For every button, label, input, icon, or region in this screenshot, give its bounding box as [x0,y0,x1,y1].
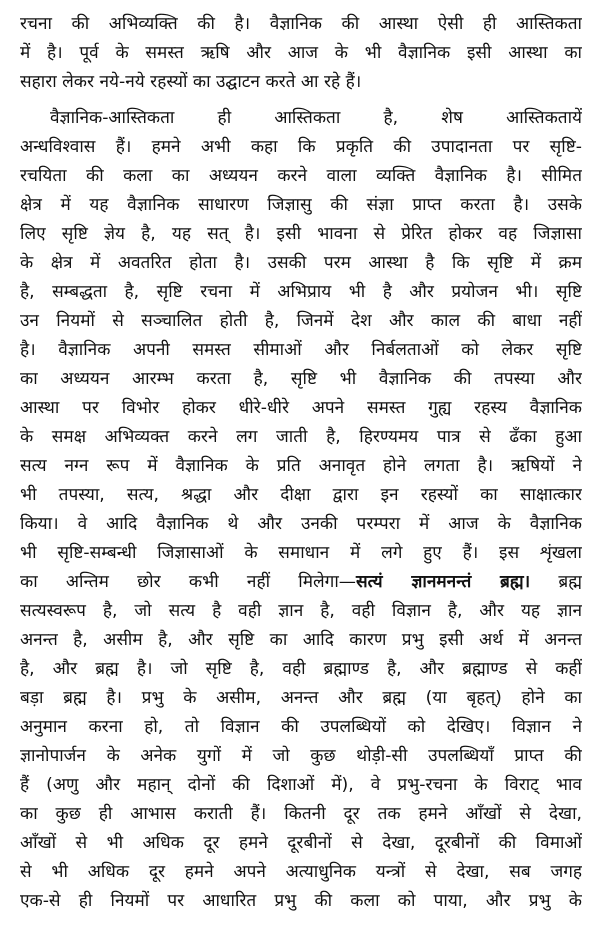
text-line: सहारा लेकर नये-नये रहस्यों का उद्घाटन करते आ रहे हैं। [20,72,362,92]
text-line: भी सृष्टि-सम्बन्धी जिज्ञासाओं के समाधान में लगे हुए हैं। इस शृंखला [20,543,582,563]
text-line: अनुमान करना हो, तो विज्ञान की उपलब्धियों को देखिए। विज्ञान ने [20,717,582,737]
text-line: अनन्त है, असीम है, और सृष्टि का आदि कारण प्रभु इसी अर्थ में अनन्त [20,630,582,650]
text-line: से भी अधिक दूर हमने अपने अत्याधुनिक यन्त्रों से देखा, सब जगह [20,862,582,882]
text-line: भी तपस्या, सत्य, श्रद्धा और दीक्षा द्वारा इन रहस्यों का साक्षात्कार [20,485,582,505]
text-line: के क्षेत्र में अवतरित होता है। उसकी परम आस्था है कि सृष्टि में क्रम [20,253,582,273]
text-line: ज्ञानोपार्जन के अनेक युगों में जो कुछ थोड़ी-सी उपलब्धियाँ प्राप्त की [20,746,582,766]
line-text: ब्रह्म [530,572,582,592]
text-line: सत्यस्वरूप है, जो सत्य है वही ज्ञान है, वही विज्ञान है, और यह ज्ञान [20,601,582,621]
text-line: का अध्ययन आरम्भ करता है, सृष्टि भी वैज्ञानिक की तपस्या और [20,369,582,389]
text-line: उन नियमों से सञ्चालित होती है, जिनमें देश और काल की बाधा नहीं [20,311,582,331]
text-line: अन्धविश्वास हैं। हमने अभी कहा कि प्रकृति की उपादानता पर सृष्टि- [20,137,582,157]
text-line: आस्था पर विभोर होकर धीरे-धीरे अपने समस्त गुह्य रहस्य वैज्ञानिक [20,398,582,418]
text-line: आँखों से भी अधिक दूर हमने दूरबीनों से देखा, दूरबीनों की विमाओं [20,833,582,853]
text-line: है। वैज्ञानिक अपनी समस्त सीमाओं और निर्बलताओं को लेकर सृष्टि [20,340,582,360]
text-line: में है। पूर्व के समस्त ऋषि और आज के भी वैज्ञानिक इसी आस्था का [20,43,582,63]
text-line: लिए सृष्टि ज्ञेय है, यह सत् है। इसी भावना से प्रेरित होकर वह जिज्ञासा [20,224,582,244]
text-line: किया। वे आदि वैज्ञानिक थे और उनकी परम्परा में आज के वैज्ञानिक [20,514,582,534]
text-line: एक-से ही नियमों पर आधारित प्रभु की कला को पाया, और प्रभु के [20,891,582,911]
text-line: हैं (अणु और महान् दोनों की दिशाओं में), वे प्रभु-रचना के विराट् भाव [20,775,582,795]
text-line: के समक्ष अभिव्यक्त करने लग जाती है, हिरण्यमय पात्र से ढँका हुआ [20,427,582,447]
text-line: रचना की अभिव्यक्ति की है। वैज्ञानिक की आस्था ऐसी ही आस्तिकता [20,14,582,34]
line-text: का अन्तिम छोर कभी नहीं मिलेगा— [20,572,356,592]
paragraph-first-line: वैज्ञानिक-आस्तिकता ही आस्तिकता है, शेष आस्तिकतायें [50,108,582,128]
bold-quote: सत्यं ज्ञानमनन्तं ब्रह्म। [356,572,531,592]
text-line: बड़ा ब्रह्म है। प्रभु के असीम, अनन्त और ब्रह्म (या बृहत्) होने का [20,688,582,708]
text-line: का कुछ ही आभास कराती हैं। कितनी दूर तक हमने आँखों से देखा, [20,804,582,824]
text-line: सत्य नग्न रूप में वैज्ञानिक के प्रति अनावृत होने लगता है। ऋषियों ने [20,456,582,476]
text-line: रचयिता की कला का अध्ययन करने वाला व्यक्ति वैज्ञानिक है। सीमित [20,166,582,186]
text-line: है, सम्बद्धता है, सृष्टि रचना में अभिप्राय भी है और प्रयोजन भी। सृष्टि [20,282,582,302]
text-line: है, और ब्रह्म है। जो सृष्टि है, वही ब्रह्माण्ड है, और ब्रह्माण्ड से कहीं [20,659,582,679]
text-line: क्षेत्र में यह वैज्ञानिक साधारण जिज्ञासु की संज्ञा प्राप्त करता है। उसके [20,195,582,215]
text-line-with-bold [20,568,582,597]
